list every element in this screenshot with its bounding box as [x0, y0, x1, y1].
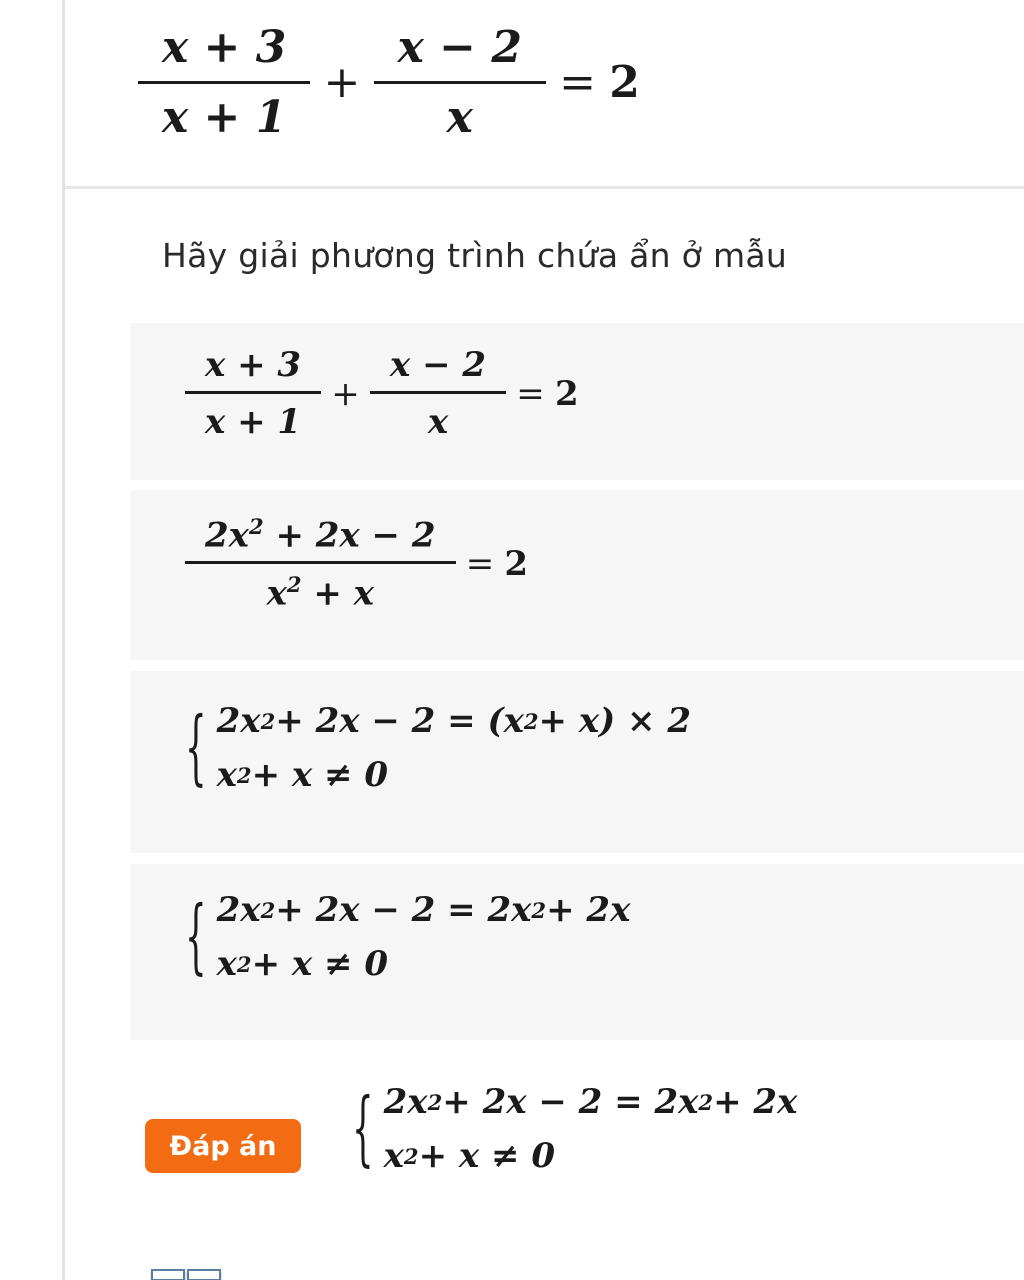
fraction-denominator: x + 1	[162, 92, 287, 143]
fraction-numerator: x + 3	[162, 22, 287, 73]
rhs-value: 2	[554, 373, 579, 414]
question-prompt: Hãy giải phương trình chứa ẩn ở mẫu	[162, 236, 788, 275]
system-line-1: 2x 2 + 2x − 2 = 2x 2 + 2x	[216, 890, 631, 930]
fraction-numerator: x + 3	[205, 345, 302, 385]
step-fraction-1	[185, 345, 321, 442]
equals-sign: =	[559, 57, 597, 108]
step-fraction	[185, 514, 456, 614]
system-line-2: x 2 + x ≠ 0	[383, 1136, 556, 1176]
solution-step-2	[130, 490, 1024, 660]
fraction-numerator: $2x^2 + 2x - 2$	[205, 514, 436, 556]
fraction-numerator: x − 2	[397, 22, 522, 73]
fraction-denominator: x	[446, 92, 473, 143]
header-equation	[138, 22, 640, 143]
fraction-denominator: x + 1	[205, 402, 302, 442]
equals-sign: =	[516, 373, 545, 414]
solution-step-4	[130, 864, 1024, 1040]
answer-button[interactable]: Đáp án	[145, 1119, 301, 1173]
step-equation	[185, 345, 579, 442]
system-line-1: 2x 2 + 2x − 2 = 2x 2 + 2x	[383, 1082, 798, 1122]
equation-system	[185, 890, 630, 984]
equals-sign: =	[465, 543, 495, 584]
system-brace: {	[185, 889, 207, 985]
rhs-value: 2	[504, 543, 529, 584]
solution-step-1	[130, 323, 1024, 480]
plus-operator: +	[331, 373, 360, 414]
system-line-2: x 2 + x ≠ 0	[216, 944, 389, 984]
fraction-numerator: x − 2	[389, 345, 487, 385]
plus-operator: +	[323, 57, 361, 108]
step-fraction-2	[370, 345, 506, 442]
system-brace: {	[352, 1081, 374, 1177]
fraction-denominator: $x^2 + x$	[266, 572, 374, 614]
system-line-1: 2x 2 + 2x − 2 = (x 2 + x) × 2	[216, 701, 692, 741]
system-line-2: x 2 + x ≠ 0	[216, 755, 389, 795]
equation-system	[185, 701, 691, 795]
rhs-value: 2	[609, 57, 640, 108]
header-fraction-2	[374, 22, 546, 143]
fraction-denominator: x	[427, 402, 449, 442]
answer-equation-system	[352, 1082, 797, 1176]
book-icon	[150, 1268, 222, 1280]
header-divider	[65, 186, 1024, 189]
system-brace: {	[185, 700, 207, 796]
step-equation	[185, 514, 528, 614]
solution-step-3	[130, 671, 1024, 853]
header-fraction-1	[138, 22, 310, 143]
left-border	[62, 0, 65, 1280]
